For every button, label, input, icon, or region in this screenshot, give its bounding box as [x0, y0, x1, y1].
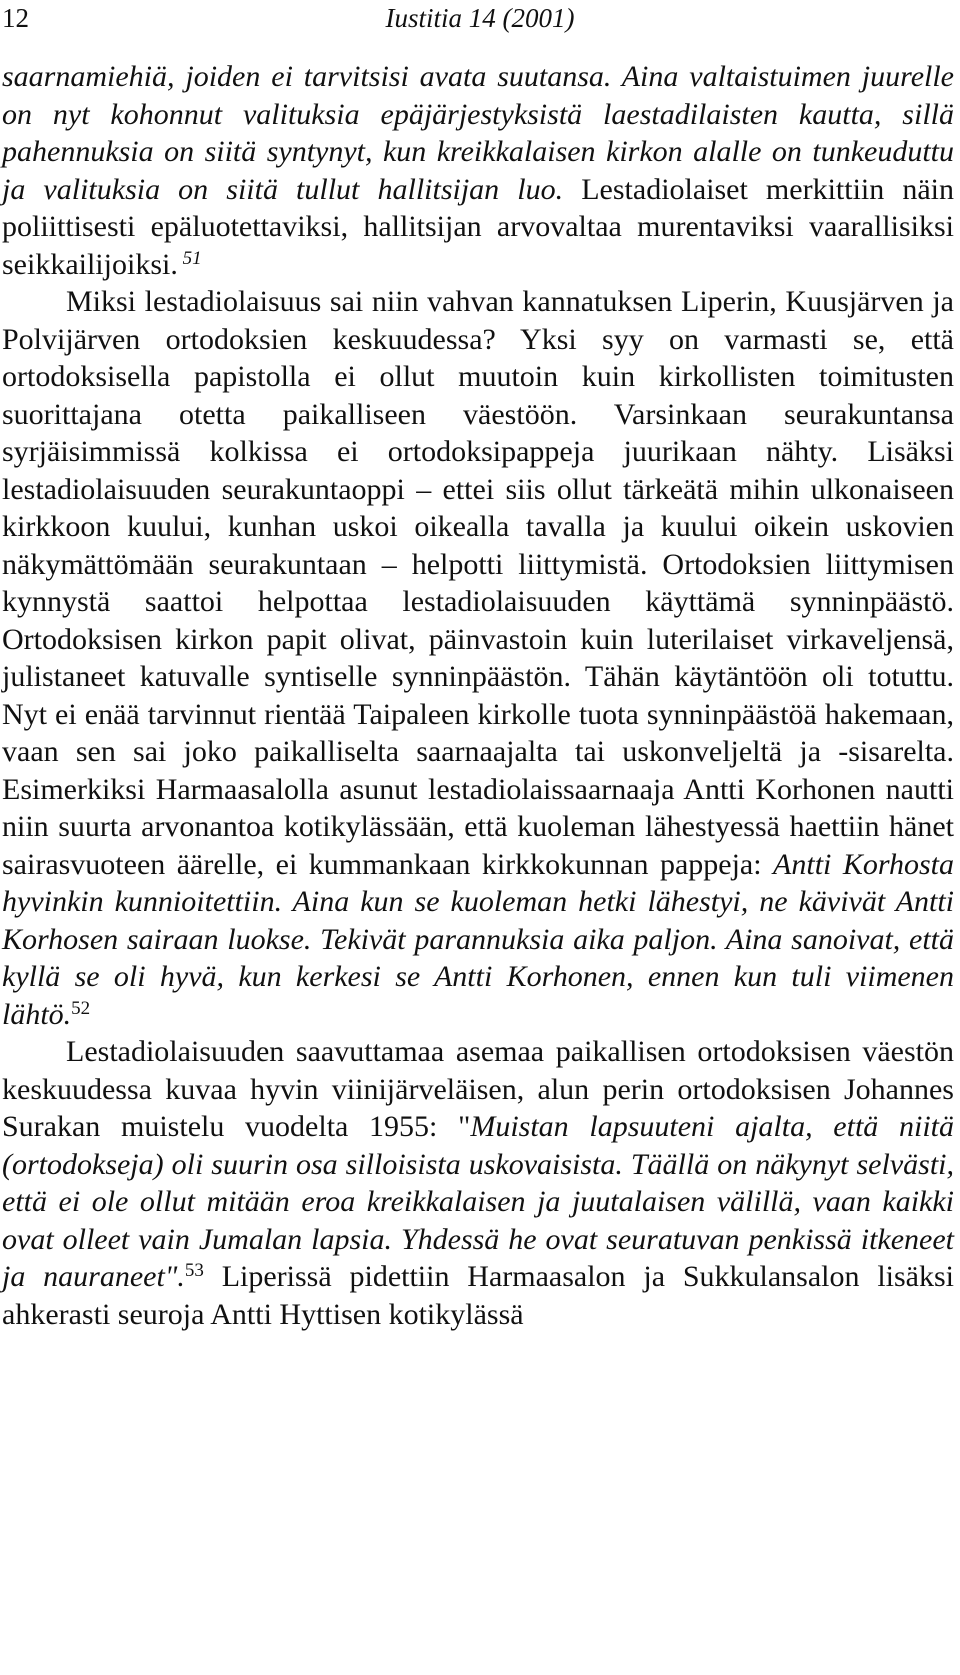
footnote-ref: 53 — [184, 1260, 204, 1281]
footnote-ref: 51 — [177, 247, 202, 269]
journal-title: Iustitia 14 (2001) — [385, 3, 575, 33]
paragraph — [2, 283, 954, 1033]
paragraph — [2, 1033, 954, 1333]
page-number: 12 — [2, 3, 29, 33]
quoted-text: Antti Korhosta hyvinkin kunnioitettiin. Aina kun se kuoleman hetki lähestyi, ne kävivät Antti Korhosen sairaan luokse. Tekivät parannuksia aika paljon. Aina sanoivat, että kyllä se oli hyvä, kun kerkesi se Antti Korhonen, ennen kun tuli viimenen lähtö. — [2, 847, 955, 1031]
text-run: Liperissä pidettiin Harmaasalon ja Sukkulansalon lisäksi ahkerasti seuroja Antti Hyttisen kotikylässä — [2, 1260, 954, 1331]
quoted-text: saarnamiehiä, joiden ei tarvitsisi avata suutansa. Aina valtaistuimen juurelle on nyt kohonnut valituksia epäjärjestyksistä laestadilaisten kautta, sillä pahennuksia on siitä syntynyt, kun kreikkalaisen kirkon alalle on tunkeuduttu ja valituksia on siitä tullut hallitsijan luo. — [2, 60, 954, 206]
quoted-text: Muistan lapsuuteni ajalta, että niitä (ortodokseja) oli suurin osa silloisista uskovaisista. Täällä on näkynyt selvästi, että ei ole ollut mitään eroa kreikkalaisen ja juutalaisen välillä, vaan kaikki ovat olleet vain Jumalan lapsia. Yhdessä he ovat seuratuvan penkissä itkeneet ja nauraneet". — [2, 1110, 954, 1293]
text-run: Miksi lestadiolaisuus sai niin vahvan kannatuksen Liperin, Kuusjärven ja Polvijärven ortodoksien keskuudessa? Yksi syy on varmasti se, että ortodoksisella papistolla ei ollut muutoin kuin kirkollisten toimitusten suorittajana otetta paikalliseen väestöön. Varsinkaan seurakuntansa syrjäisimmissä kolkissa ei ortodoksipappeja juurikaan nähty. Lisäksi lestadiolaisuuden seurakuntaoppi – ettei siis ollut tärkeätä mihin ulkonaiseen kirkkoon kuului, kunhan uskoi oikealla tavalla ja kuului oikein uskovien näkymättömään seurakuntaan – helpotti liittymistä. Ortodoksien liittymisen kynnystä saattoi helpottaa lestadiolaisuuden käyttämä synninpäästö. Ortodoksisen kirkon papit olivat, päinvastoin kuin luterilaiset virkaveljensä, julistaneet katuvalle syntiselle synninpäästön. Tähän käytäntöön oli totuttu. Nyt ei enää tarvinnut rientää Taipaleen kirkolle tuota synninpäästöä hakemaan, vaan sen sai joko paikalliselta saarnaajalta tai uskonveljeltä ja -sisarelta. Esimerkiksi Harmaasalolla asunut lestadiolaissaarnaaja Antti Korhonen nautti niin suurta arvonantoa kotikylässään, että kuoleman lähestyessä haettiin hänet sairasvuoteen äärelle, ei kummankaan kirkkokunnan pappeja: — [2, 285, 954, 881]
paragraph — [2, 58, 954, 283]
footnote-ref: 52 — [71, 997, 91, 1019]
running-header — [0, 0, 960, 44]
text-run: Lestadiolaisuuden saavuttamaa asemaa paikallisen ortodoksisen väestön keskuudessa kuvaa hyvin viinijärveläisen, alun perin ortodoksisen Johannes Surakan muistelu vuodelta 1955: " — [2, 1035, 954, 1143]
article-body — [2, 58, 954, 1333]
text-run: Lestadiolaiset merkittiin näin poliittisesti epäluotettaviksi, hallitsijan arvovaltaa murentaviksi vaarallisiksi seikkailijoiksi. — [2, 172, 954, 281]
